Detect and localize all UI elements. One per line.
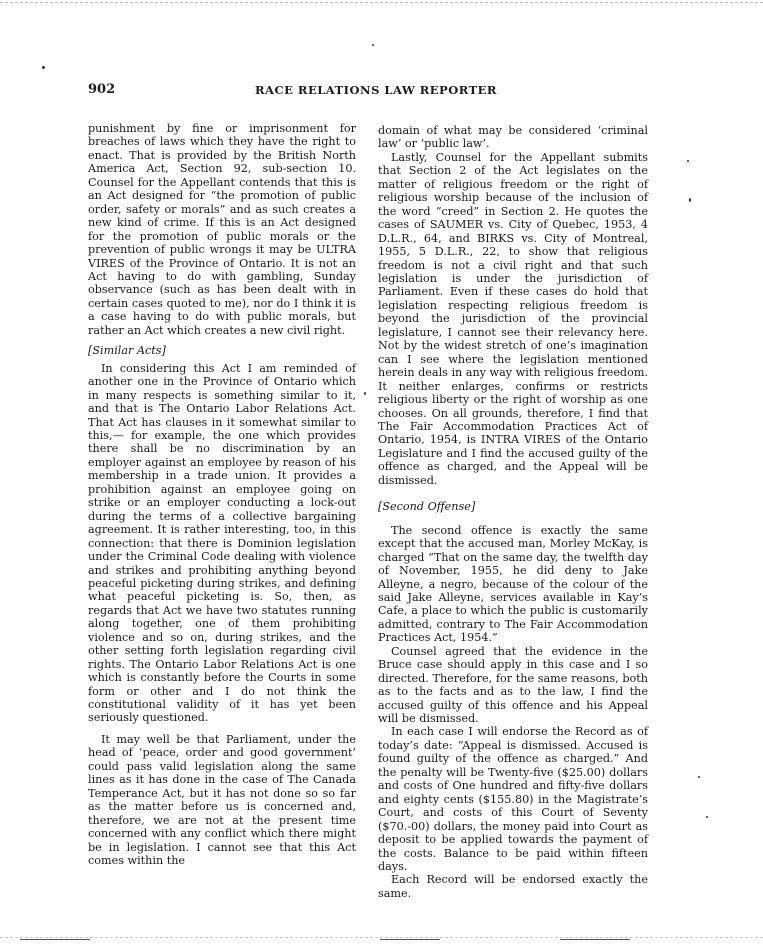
section-heading: [Similar Acts] — [88, 344, 166, 358]
paragraph: Counsel agreed that the evidence in the Bruce case should apply in this case and I so directed. Therefore, for the same reasons, both as to the facts and as to the law, I find the accused guilty of this offence and his Appeal will be dismissed. — [378, 644, 648, 726]
paragraph: The second offence is exactly the same except that the accused man, Morley McKay, is charged “That on the same day, the twelfth day of November, 1955, he did deny to Jake Alleyne, a negro, because of the colour of the said Jake Alleyne, services available in Kay’s Cafe, a place to which the public is customarily admitted, contrary to The Fair Accommodation Practices Act, 1954.” — [378, 523, 648, 645]
scan-speck — [364, 392, 366, 395]
scan-speck — [698, 776, 700, 778]
running-head: RACE RELATIONS LAW REPORTER — [255, 83, 497, 97]
scan-speck — [372, 44, 374, 46]
paragraph: It may well be that Parliament, under the head of ‘peace, order and good government’ could pass valid legislation along the same lines as it has done in the case of The Canada Temperance Act, but it has not done so so far as the matter before us is concerned and, therefore, we are not at the present time concerned with any conflict which there might be in legislation. I cannot see that this Act comes within the — [88, 732, 356, 868]
scan-edge-top — [0, 2, 763, 4]
scan-speck — [706, 816, 708, 818]
page-header — [88, 82, 663, 102]
left-column — [88, 122, 356, 867]
paragraph: punishment by fine or imprisonment for breaches of laws which they have the right to enact. That is provided by the British North America Act, Section 92, sub-section 10. Counsel for the Appellant contends that this is an Act designed for “the promotion of public order, safety or morals” and as such creates a new kind of crime. If this is an Act designed for the promotion of public morals or the prevention of public wrongs it may be ULTRA VIRES of the Province of Ontario. It is not an Act having to do with gambling, Sunday observance (such as has been dealt with in certain cases quoted to me), nor do I think it is a case having to do with public morals, but rather an Act which creates a new civil right. — [88, 122, 356, 337]
footer-rule — [560, 939, 630, 940]
scan-speck — [42, 66, 45, 69]
page-number: 902 — [88, 82, 116, 97]
scan-speck — [687, 160, 689, 162]
scan-speck — [689, 198, 691, 202]
paragraph: Each Record will be endorsed exactly the same. — [378, 873, 648, 900]
paragraph: In each case I will endorse the Record as of today’s date: “Appeal is dismissed. Accused is found guilty of the offence as charged.” And the penalty will be Twenty-five ($25.00) dollars and costs of One hundred and fifty-five dollars and eighty cents ($155.80) in the Magistrate’s Court, and costs of this Court of Seventy ($70.-00) dollars, the money paid into Court as deposit to be applied towards the payment of the costs. Balance to be paid within fifteen days. — [378, 725, 648, 874]
paragraph: Lastly, Counsel for the Appellant submits that Section 2 of the Act legislates on the matter of religious freedom or the right of religious worship because of the inclusion of the word “creed” in Section 2. He quotes the cases of SAUMER vs. City of Quebec, 1953, 4 D.L.R., 64, and BIRKS vs. City of Montreal, 1955, 5 D.L.R., 22, to show that religious freedom is not a civil right and that such legislation is under the jurisdiction of Parliament. Even if these cases do hold that legislation respecting religious freedom is beyond the jurisdiction of the provincial legislature, I cannot see their relevancy here. Not by the widest stretch of one’s imagination can I see where the legislation mentioned herein deals in any way with religious freedom. It neither enlarges, confirms or restricts religious liberty or the right of worship as one chooses. On all grounds, therefore, I find that The Fair Accommodation Practices Act of Ontario, 1954, is INTRA VIRES of the Ontario Legislature and I find the accused guilty of the offence as charged, and the Appeal will be dismissed. — [378, 150, 648, 487]
footer-rule — [380, 939, 440, 940]
section-heading: [Second Offense] — [378, 500, 476, 514]
paragraph: In considering this Act I am reminded of another one in the Province of Ontario which in many respects is something similar to it, and that is The Ontario Labor Relations Act. That Act has clauses in it somewhat similar to this,— for example, the one which provides there shall be no discrimination by an employer against an employee by reason of his membership in a trade union. It provides a prohibition against an employee going on strike or an employer conducting a lock-out during the terms of a collective bargaining agreement. It is rather interesting, too, in this connection: that there is Dominion legislation under the Criminal Code dealing with violence and strikes and prohibiting anything beyond peaceful picketing during strikes, and defining what peaceful picketing is. So, then, as regards that Act we have two statutes running along together, one of them prohibiting violence and so on, during strikes, and the other setting forth legislation regarding civil rights. The Ontario Labor Relations Act is one which is constantly before the Courts in some form or other and I do not think the constitutional validity of it has yet been seriously questioned. — [88, 361, 356, 725]
paragraph: domain of what may be considered ‘criminal law’ or ‘public law’. — [378, 124, 648, 151]
right-column — [378, 124, 648, 900]
footer-rule — [20, 939, 90, 940]
